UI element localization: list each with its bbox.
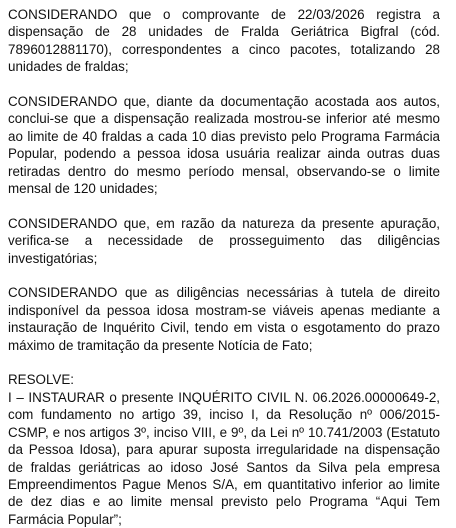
paragraph-text: que as diligências necessárias à tutela de direito indisponível da pessoa idosa mostram-se viáveis apenas mediante a instauração de Inquérito Civil, tendo em vista o esgotamento do prazo máximo de tramitação da presente Notícia de Fato; [8,285,440,353]
resolve-heading: RESOLVE: [8,372,74,388]
resolve-item-1: I – INSTAURAR o presente INQUÉRITO CIVIL N. 06.2026.00000649-2, com fundamento no artigo 39, inciso I, da Resolução nº 006/2015-CSMP, e nos artigos 3º, inciso VIII, e 9º, da Lei nº 10.741/2003 (Estatuto da Pessoa Idosa), para apurar suposta irregularidade na dispensação de fraldas geriátricas ao idoso José Santos da Silva pela empresa Empreendimentos Pague Menos S/A, em quantitativo inferior ao limite de dez dias e ao limite mensal previsto pelo Programa “Aqui Tem Farmácia Popular”; [8,389,440,527]
considerando-keyword: CONSIDERANDO [8,215,118,231]
considerando-keyword: CONSIDERANDO [8,285,118,301]
considerando-keyword: CONSIDERANDO [8,7,118,22]
considerando-keyword: CONSIDERANDO [8,94,118,110]
considerando-paragraph-1 [8,6,440,76]
considerando-paragraph-2 [8,93,440,197]
paragraph-text: que, em razão da natureza da presente apuração, verifica-se a necessidade de prosseguimento das diligências investigatórias; [8,215,440,266]
considerando-paragraph-3 [8,215,440,267]
paragraph-text: que, diante da documentação acostada aos autos, conclui-se que a dispensação realizada mostrou-se inferior até mesmo ao limite de 40 fraldas a cada 10 dias previsto pelo Programa Farmácia Popular, podendo a pessoa idosa usuária realizar ainda outras duas retiradas dentro do mesmo período mensal, observando-se o limite mensal de 120 unidades; [8,94,440,197]
considerando-paragraph-4 [8,284,440,354]
document-body [8,6,440,528]
paragraph-text: que o comprovante de 22/03/2026 registra a dispensação de 28 unidades de Fralda Geriátrica Bigfral (cód. 7896012881170), correspondentes a cinco pacotes, totalizando 28 unidades de fraldas; [8,7,440,75]
